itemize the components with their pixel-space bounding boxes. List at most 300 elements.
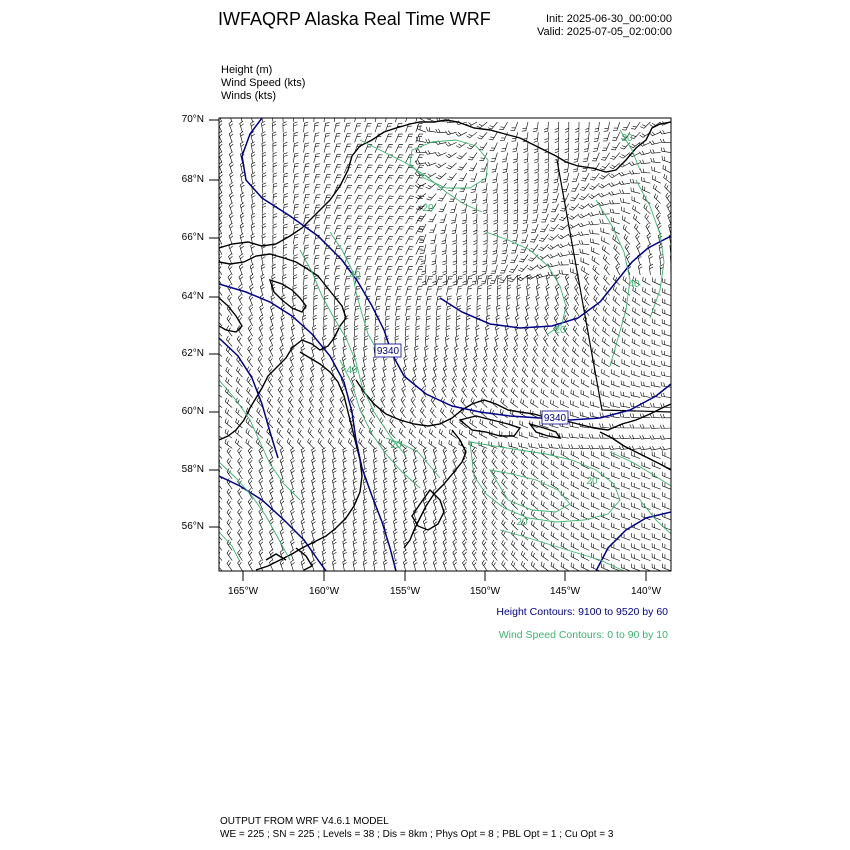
wind-barb xyxy=(225,439,232,448)
wind-barb xyxy=(622,370,630,377)
wind-barb xyxy=(280,560,284,571)
wind-barb xyxy=(561,481,569,490)
wind-contour-label: 20 xyxy=(516,517,528,528)
wind-barb xyxy=(395,144,403,152)
wind-barb xyxy=(362,366,366,377)
wind-barb xyxy=(324,315,328,326)
wind-barb xyxy=(384,489,388,500)
wind-barb xyxy=(273,193,277,203)
wind-barb xyxy=(240,244,244,255)
wind-barb xyxy=(313,315,317,326)
wind-barb xyxy=(319,407,324,418)
wind-barb xyxy=(581,257,589,264)
wind-barb xyxy=(429,224,436,233)
wind-barb xyxy=(531,490,538,499)
wind-barb xyxy=(620,402,630,407)
wind-barb xyxy=(670,244,674,255)
wind-barb xyxy=(312,488,316,499)
wind-barb xyxy=(604,122,610,131)
wind-barb xyxy=(278,407,284,418)
wind-barb xyxy=(551,562,559,571)
wind-barb xyxy=(405,346,409,357)
wind-barb xyxy=(523,356,528,367)
wind-barb xyxy=(248,478,252,489)
wind-barb xyxy=(581,390,589,398)
wind-barb xyxy=(363,458,367,469)
wind-barb xyxy=(385,196,393,204)
wind-barb xyxy=(509,442,518,448)
wind-barb xyxy=(324,185,331,194)
wind-barb xyxy=(652,166,661,173)
wind-barb xyxy=(227,530,232,541)
wind-barb xyxy=(395,267,402,275)
wind-barb xyxy=(259,529,263,540)
wind-barb xyxy=(423,539,427,550)
wind-barb xyxy=(551,400,559,408)
wind-barb xyxy=(375,246,383,254)
plot-title: IWFAQRP Alaska Real Time WRF xyxy=(218,9,491,29)
wind-barb xyxy=(235,439,242,449)
wind-barb xyxy=(581,522,589,530)
wind-barb xyxy=(591,502,599,510)
wind-barb xyxy=(512,366,517,377)
wind-barb xyxy=(375,296,381,305)
wind-barb xyxy=(283,254,287,264)
wind-barb xyxy=(304,112,308,122)
wind-barb xyxy=(609,191,620,195)
wind-barb xyxy=(548,234,558,240)
wind-barb xyxy=(324,266,330,276)
wind-barb xyxy=(515,315,519,326)
wind-barb xyxy=(324,164,331,173)
wind-contour-label: 20 xyxy=(621,133,633,144)
wind-barb xyxy=(375,165,383,173)
wind-barb xyxy=(662,472,670,479)
wind-barb xyxy=(314,143,320,152)
wind-barb xyxy=(539,234,548,241)
wind-barb xyxy=(239,111,243,122)
wind-barb xyxy=(571,522,579,530)
wind-barb xyxy=(456,326,460,337)
wind-barb xyxy=(355,256,362,265)
wind-barb xyxy=(600,423,610,428)
wind-barb xyxy=(473,234,477,244)
wind-barb xyxy=(514,193,518,203)
wind-barb xyxy=(558,244,569,248)
wind-barb xyxy=(574,142,579,152)
wind-barb xyxy=(482,479,487,490)
wind-barb xyxy=(463,265,467,275)
wind-barb xyxy=(395,236,403,244)
wind-barb xyxy=(483,204,487,214)
wind-barb xyxy=(450,204,457,213)
wind-barb xyxy=(611,391,620,397)
wind-barb xyxy=(334,226,341,234)
wind-barb xyxy=(399,428,405,438)
wind-barb xyxy=(655,203,660,214)
wind-barb xyxy=(332,540,336,551)
wind-barb xyxy=(531,470,538,479)
wind-barb xyxy=(339,428,345,438)
wind-contour-label: 40 xyxy=(628,279,640,290)
wind-barb xyxy=(456,132,467,136)
wind-barb xyxy=(561,532,569,541)
wind-barb xyxy=(662,451,670,458)
wind-barb xyxy=(529,443,539,449)
wind-barb xyxy=(555,132,559,142)
wind-barb xyxy=(551,491,559,500)
wind-barb xyxy=(416,296,422,305)
wind-barb xyxy=(543,193,549,203)
wind-barb xyxy=(599,202,610,206)
wind-barb xyxy=(273,132,277,143)
wind-barb xyxy=(434,356,438,367)
wind-barb xyxy=(464,356,468,367)
wind-barb xyxy=(541,470,548,479)
wind-barb xyxy=(622,349,630,357)
wind-barb xyxy=(343,560,347,571)
wind-barb xyxy=(322,468,326,479)
wind-barb xyxy=(383,366,387,377)
wind-barb xyxy=(412,386,416,397)
wind-barb xyxy=(384,550,388,561)
wind-barb xyxy=(304,164,310,173)
wind-barb xyxy=(426,276,433,285)
wind-barb xyxy=(215,388,222,397)
wind-barb xyxy=(650,414,660,418)
wind-barb xyxy=(363,540,367,551)
wind-barb xyxy=(394,529,398,540)
wind-barb xyxy=(225,408,232,418)
wind-barb xyxy=(631,188,640,194)
wind-barb xyxy=(650,141,661,145)
wind-barb xyxy=(304,143,309,153)
wind-barb xyxy=(304,153,310,163)
wind-barb xyxy=(561,562,569,571)
wind-barb xyxy=(482,448,487,459)
wind-barb xyxy=(633,214,640,224)
wind-barb xyxy=(334,286,339,296)
wind-barb xyxy=(660,435,671,439)
wind-barb xyxy=(502,550,508,560)
wind-barb xyxy=(562,368,569,377)
wind-barb xyxy=(478,132,488,139)
wind-barb xyxy=(652,277,660,285)
wind-barb xyxy=(595,122,600,132)
lon-label: 155°W xyxy=(389,586,421,597)
wind-barb xyxy=(404,519,408,530)
wind-barb xyxy=(406,186,414,194)
wind-barb xyxy=(590,412,599,418)
wind-barb xyxy=(373,489,377,500)
wind-barb xyxy=(521,490,528,500)
wind-barb xyxy=(426,183,436,189)
wind-barb xyxy=(631,392,641,398)
wind-barb xyxy=(406,257,414,265)
wind-barb xyxy=(494,204,498,214)
wind-barb xyxy=(463,489,467,500)
wind-barb xyxy=(226,357,232,367)
wind-barb xyxy=(239,264,243,275)
wind-barb xyxy=(332,448,336,459)
wind-barb xyxy=(632,328,640,336)
wind-barb xyxy=(477,305,481,315)
wind-barb xyxy=(330,397,334,408)
wind-barb xyxy=(457,296,462,306)
wind-barb xyxy=(229,152,233,163)
wind-barb xyxy=(634,224,640,234)
wind-barb xyxy=(506,315,510,326)
wind-barb xyxy=(541,511,548,520)
wind-barb xyxy=(446,326,450,337)
wind-barb xyxy=(660,425,671,429)
wind-barb xyxy=(248,468,252,479)
wind-barb xyxy=(523,142,528,152)
wind-barb xyxy=(251,213,255,224)
wind-barb xyxy=(611,472,619,479)
wind-barb xyxy=(288,407,293,418)
wind-barb xyxy=(660,446,671,450)
wind-barb xyxy=(462,387,467,398)
wind-barb xyxy=(229,111,233,122)
wind-barb xyxy=(514,173,518,183)
wind-barb xyxy=(483,214,487,224)
wind-barb xyxy=(563,173,569,182)
wind-barb xyxy=(406,326,410,336)
wind-barb xyxy=(404,509,408,520)
wind-barb xyxy=(384,356,388,367)
lon-label: 165°W xyxy=(227,586,259,597)
wind-barb xyxy=(492,520,498,531)
wind-barb xyxy=(246,439,253,449)
wind-barb xyxy=(373,366,377,377)
wind-barb xyxy=(631,370,640,377)
wind-barb xyxy=(435,336,439,347)
wind-contour-label: 20 xyxy=(390,440,402,451)
wind-barb xyxy=(541,521,548,530)
wind-barb xyxy=(599,173,609,179)
wind-barb xyxy=(662,330,671,337)
wind-barb xyxy=(363,560,367,571)
wind-barb xyxy=(660,414,670,418)
wind-barb xyxy=(320,376,324,387)
wind-barb xyxy=(431,244,436,254)
wind-barb xyxy=(647,233,651,244)
wind-barb xyxy=(353,346,357,357)
wind-barb xyxy=(413,366,417,377)
wind-barb xyxy=(339,417,344,428)
wind-barb xyxy=(534,183,538,193)
wind-barb xyxy=(251,244,255,255)
wind-barb xyxy=(652,564,661,571)
wind-barb xyxy=(534,153,538,163)
wind-barb xyxy=(385,226,393,234)
wind-barb xyxy=(511,449,517,459)
wind-barb xyxy=(649,264,653,275)
wind-barb xyxy=(385,257,393,265)
wind-barb xyxy=(433,509,437,520)
wind-barb xyxy=(385,247,393,255)
wind-barb xyxy=(439,440,447,449)
wind-barb xyxy=(571,542,579,550)
wind-barb xyxy=(283,214,288,224)
wind-barb xyxy=(433,448,437,459)
wind-barb xyxy=(435,152,446,156)
wind-barb xyxy=(229,233,233,244)
wind-barb xyxy=(433,499,437,510)
wind-barb xyxy=(425,150,436,154)
wind-barb xyxy=(571,461,579,469)
wind-barb xyxy=(238,509,243,520)
wind-barb xyxy=(250,264,254,275)
wind-barb xyxy=(463,499,467,510)
wind-barb xyxy=(589,445,600,449)
wind-barb xyxy=(273,142,277,153)
wind-barb xyxy=(272,122,276,133)
wind-barb xyxy=(312,478,316,489)
wind-barb xyxy=(363,519,367,530)
wind-barb xyxy=(500,265,508,273)
wind-barb xyxy=(287,438,293,448)
wind-barb xyxy=(373,468,377,479)
wind-barb xyxy=(467,286,472,296)
wind-barb xyxy=(426,296,432,305)
wind-barb xyxy=(538,255,549,260)
wind-barb xyxy=(514,346,518,357)
wind-barb xyxy=(652,329,660,336)
wind-barb xyxy=(581,173,589,181)
wind-barb xyxy=(512,142,518,152)
wind-barb xyxy=(483,193,488,203)
wind-barb xyxy=(262,234,266,245)
wind-barb xyxy=(632,554,641,561)
wind-barb xyxy=(446,142,457,146)
height-contour-label: 9340 xyxy=(376,346,400,357)
wind-barb xyxy=(641,177,650,183)
wind-barb xyxy=(251,152,255,163)
wind-barb xyxy=(463,509,467,520)
wind-barb xyxy=(604,264,609,275)
wind-barb xyxy=(651,382,661,388)
wind-barb xyxy=(375,155,383,163)
wind-barb xyxy=(390,418,396,428)
wind-barb xyxy=(283,153,287,163)
lon-label: 160°W xyxy=(308,586,340,597)
wind-barb xyxy=(588,204,599,208)
wind-barb xyxy=(534,336,538,347)
wind-barb xyxy=(270,550,274,561)
wind-barb xyxy=(531,480,538,489)
wind-barb xyxy=(472,560,477,571)
wind-barb xyxy=(551,460,559,469)
wind-barb xyxy=(334,276,340,286)
wind-barb xyxy=(581,543,589,551)
wind-barb xyxy=(332,499,336,510)
wind-barb xyxy=(320,386,324,397)
wind-barb xyxy=(247,387,253,397)
wind-barb xyxy=(283,122,287,133)
wind-barb xyxy=(481,387,487,397)
wind-barb xyxy=(555,305,559,316)
wind-barb xyxy=(563,336,569,346)
wind-barb xyxy=(291,478,295,489)
wind-barb xyxy=(322,448,326,459)
wind-barb xyxy=(482,519,487,530)
wind-barb xyxy=(568,233,579,237)
wind-barb xyxy=(544,336,549,347)
wind-barb xyxy=(611,380,620,387)
wind-barb xyxy=(272,111,276,122)
wind-barb xyxy=(293,194,299,204)
wind-barb xyxy=(470,173,477,182)
wind-barb xyxy=(395,206,403,214)
wind-barb xyxy=(442,244,447,254)
wind-barb xyxy=(660,139,671,143)
wind-barb xyxy=(553,183,559,192)
wind-barb xyxy=(238,448,243,459)
wind-barb xyxy=(445,336,449,347)
wind-barb xyxy=(395,306,400,316)
wind-barb xyxy=(334,144,341,153)
wind-barb xyxy=(281,315,285,326)
wind-barb xyxy=(375,236,383,244)
wind-barb xyxy=(404,458,408,469)
wind-barb xyxy=(215,439,222,448)
wind-barb xyxy=(648,244,652,255)
wind-barb xyxy=(523,204,528,214)
wind-barb xyxy=(650,425,661,429)
wind-barb xyxy=(453,499,457,510)
wind-barb xyxy=(662,156,671,163)
wind-barb xyxy=(364,346,368,357)
wind-barb xyxy=(353,529,357,540)
wind-barb xyxy=(312,519,316,530)
wind-barb xyxy=(511,479,517,489)
wind-barb xyxy=(428,214,436,222)
wind-barb xyxy=(413,539,417,550)
wind-barb xyxy=(662,564,670,571)
wind-barb xyxy=(433,478,437,489)
wind-barb xyxy=(373,560,377,571)
wind-barb xyxy=(589,193,600,198)
wind-barb xyxy=(652,503,661,510)
wind-barb xyxy=(344,236,351,244)
wind-barb xyxy=(516,305,520,316)
wind-barb xyxy=(332,489,336,500)
wind-barb xyxy=(642,318,650,326)
wind-barb xyxy=(492,550,498,561)
wind-barb xyxy=(497,295,501,306)
wind-barb xyxy=(492,255,498,265)
wind-barb xyxy=(227,448,232,459)
wind-barb xyxy=(561,471,569,480)
wind-barb xyxy=(363,448,367,459)
wind-barb xyxy=(252,172,256,183)
wind-barb xyxy=(632,543,641,550)
wind-barb xyxy=(453,519,457,530)
wind-barb xyxy=(571,471,579,479)
wind-barb xyxy=(473,244,477,254)
wind-barb xyxy=(267,408,273,418)
wind-barb xyxy=(463,529,467,540)
wind-barb xyxy=(443,560,447,571)
wind-barb xyxy=(314,245,320,254)
wind-barb xyxy=(363,550,367,561)
wind-barb xyxy=(257,408,263,418)
wind-barb xyxy=(460,183,467,191)
wind-barb xyxy=(439,204,447,212)
wind-barb xyxy=(599,193,610,197)
